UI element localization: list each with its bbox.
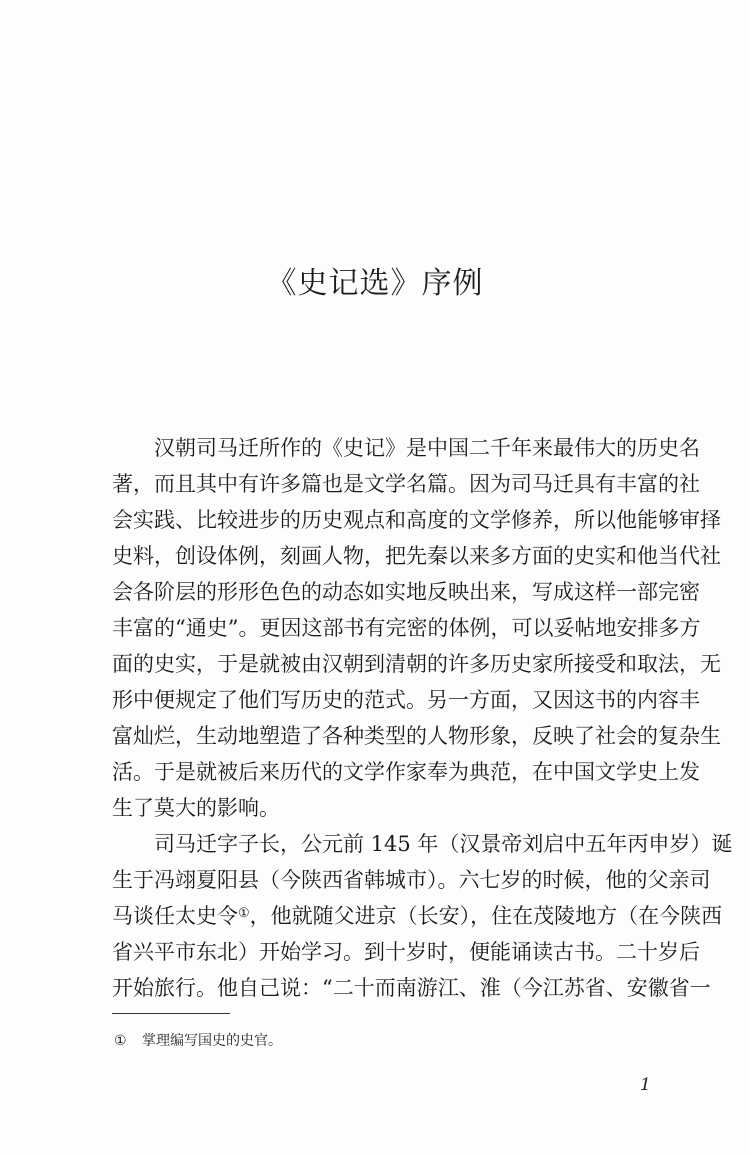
footnote-reference[interactable]: ① bbox=[238, 906, 250, 921]
paragraph-1-line-11: 生了莫大的影响。 bbox=[112, 796, 280, 820]
paragraph-1-line-9: 富灿烂，生动地塑造了各种类型的人物形象，反映了社会的复杂生 bbox=[112, 724, 721, 748]
paragraph-1-line-8: 形中便规定了他们写历史的范式。另一方面，又因这书的内容丰 bbox=[112, 688, 700, 712]
footnote bbox=[114, 1030, 282, 1050]
paragraph-1-line-10: 活。于是就被后来历代的文学作家奉为典范，在中国文学史上发 bbox=[112, 760, 700, 784]
footnote-divider bbox=[112, 1013, 230, 1014]
paragraph-2-line-1: 司马迁字子长，公元前 145 年（汉景帝刘启中五年丙申岁）诞 bbox=[154, 832, 733, 856]
page-number: 1 bbox=[640, 1075, 651, 1095]
paragraph-1-line-5: 会各阶层的形形色色的动态如实地反映出来，写成这样一部完密 bbox=[112, 580, 700, 604]
footnote-mark: ① bbox=[114, 1033, 127, 1049]
paragraph-2-line-3-end: ，他就随父进京（长安），住在茂陵地方（在今陕西 bbox=[249, 904, 723, 928]
paragraph-1-line-2: 著，而且其中有许多篇也是文学名篇。因为司马迁具有丰富的社 bbox=[112, 472, 700, 496]
paragraph-1-line-7: 面的史实，于是就被由汉朝到清朝的许多历史家所接受和取法，无 bbox=[112, 652, 721, 676]
footnote-text: 掌理编写国史的史官。 bbox=[142, 1033, 282, 1049]
paragraph-2-line-5: 开始旅行。他自己说：“二十而南游江、淮（今江苏省、安徽省一 bbox=[112, 976, 711, 1000]
paragraph-2-line-3-start: 马谈任太史令 bbox=[112, 904, 238, 928]
paragraph-2-line-2: 生于冯翊夏阳县（今陕西省韩城市）。六七岁的时候，他的父亲司 bbox=[112, 868, 711, 892]
paragraph-2-line-4: 省兴平市东北）开始学习。到十岁时，便能诵读古书。二十岁后 bbox=[112, 940, 700, 964]
body-text bbox=[112, 430, 733, 1006]
paragraph-1-line-6: 丰富的“通史”。更因这部书有完密的体例，可以妥帖地安排多方 bbox=[112, 616, 701, 640]
paragraph-1-line-4: 史料，创设体例，刻画人物，把先秦以来多方面的史实和他当代社 bbox=[112, 544, 721, 568]
paragraph-1-line-3: 会实践、比较进步的历史观点和高度的文学修养，所以他能够审择 bbox=[112, 508, 721, 532]
page-title: 《史记选》序例 bbox=[266, 266, 484, 301]
paragraph-2-line-3 bbox=[112, 898, 723, 934]
paragraph-1-line-1: 汉朝司马迁所作的《史记》是中国二千年来最伟大的历史名 bbox=[154, 436, 700, 460]
